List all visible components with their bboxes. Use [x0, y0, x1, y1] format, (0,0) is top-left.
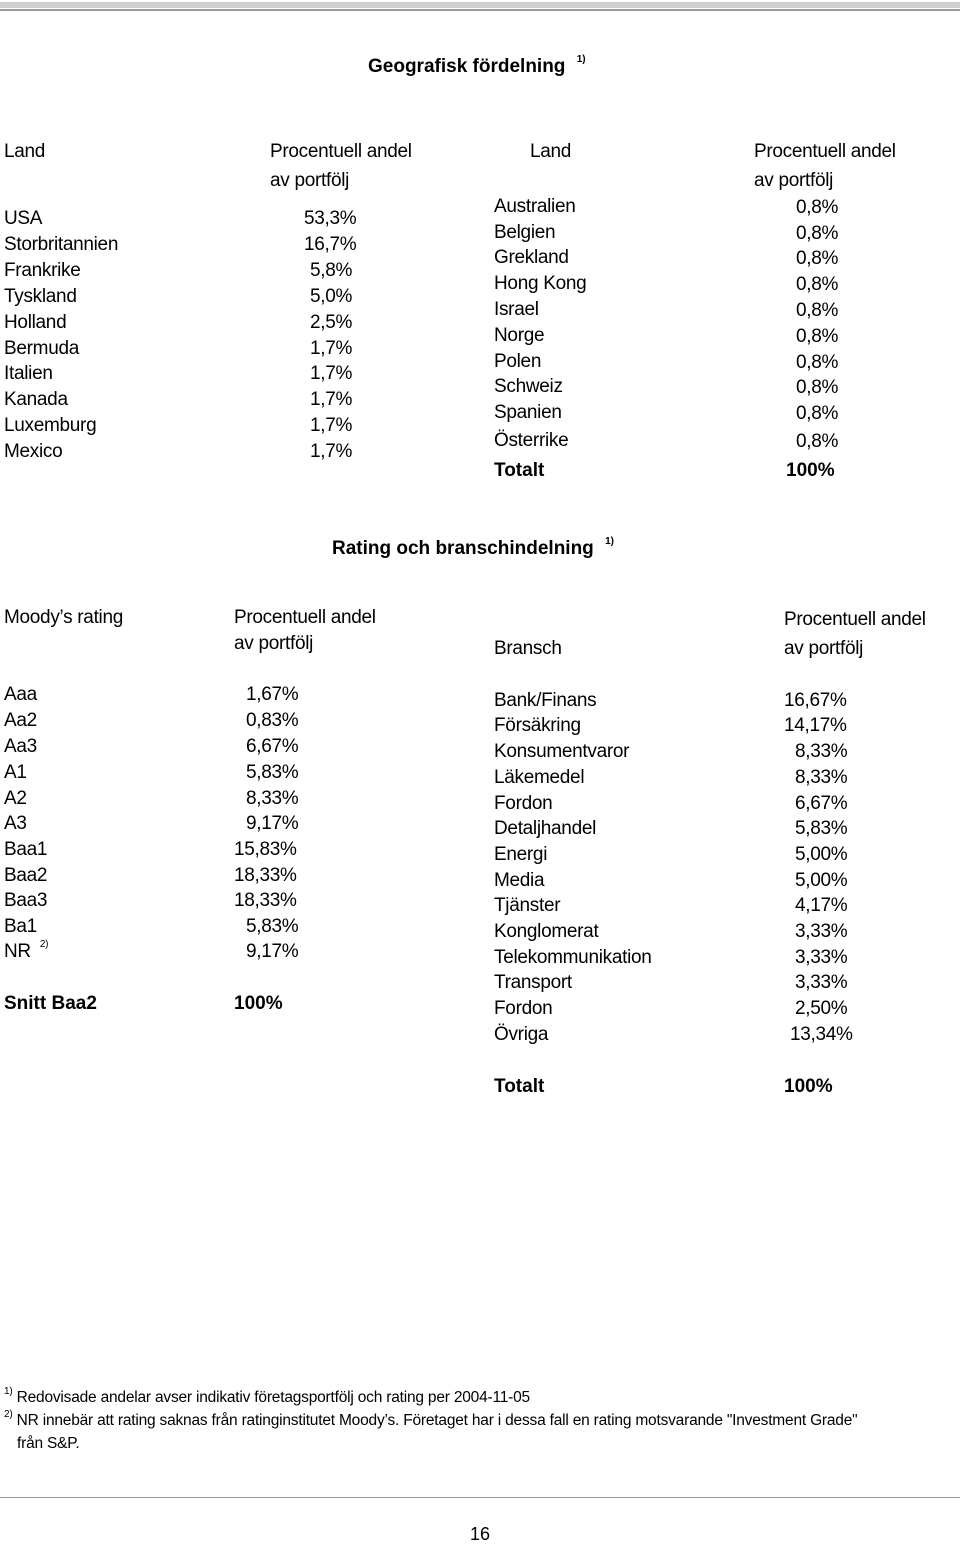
geo-left-pct: 1,7%	[310, 415, 353, 436]
rating-snitt-value: 100%	[234, 993, 283, 1014]
geo-right-land: Norge	[494, 325, 545, 346]
footnote-text: NR innebär att rating saknas från ratinginstitutet Moody’s. Företaget har i dessa fall en rating motsvarande "Investment Grade"	[16, 1412, 858, 1429]
section-title-text: Rating och branschindelning	[332, 538, 594, 559]
geo-right-land: Österrike	[494, 430, 569, 451]
bransch-label: Fordon	[494, 793, 553, 814]
top-border	[0, 0, 960, 14]
geo-right-pct: 0,8%	[796, 431, 839, 452]
geo-right-land: Polen	[494, 351, 542, 372]
bransch-label: Media	[494, 870, 545, 891]
geo-left-land: USA	[4, 208, 43, 229]
geo-left-pct: 1,7%	[310, 363, 353, 384]
geo-right-land: Belgien	[494, 222, 556, 243]
footnote-ref: 2)	[39, 939, 49, 950]
bransch-label: Bank/Finans	[494, 690, 597, 711]
bransch-label: Detaljhandel	[494, 818, 597, 839]
bransch-total-value: 100%	[784, 1076, 833, 1097]
rating-pct: 5,83%	[246, 916, 299, 937]
footnote-2	[4, 1409, 858, 1430]
rating-label: Baa1	[4, 839, 48, 860]
geo-right-header-pct: Procentuell andel	[754, 141, 896, 162]
geo-right-pct: 0,8%	[796, 223, 839, 244]
geo-right-pct: 0,8%	[796, 197, 839, 218]
geo-left-pct: 5,8%	[310, 260, 353, 281]
footnote-2-cont: från S&P.	[17, 1435, 80, 1452]
geo-left-header-pct-sub: av portfölj	[270, 170, 350, 191]
rating-pct: 8,33%	[246, 788, 299, 809]
footnote-ref: 1)	[576, 54, 586, 65]
footer-divider	[0, 1497, 960, 1498]
geo-left-land: Mexico	[4, 441, 63, 462]
rating-label: Ba1	[4, 916, 37, 937]
geo-right-land: Israel	[494, 299, 539, 320]
rating-label: Aaa	[4, 684, 37, 705]
rating-snitt-label: Snitt Baa2	[4, 993, 97, 1014]
rating-pct: 18,33%	[234, 890, 297, 911]
section-title-text: Geografisk fördelning	[368, 56, 566, 77]
geo-left-pct: 2,5%	[310, 312, 353, 333]
geo-left-header-pct: Procentuell andel	[270, 141, 412, 162]
bransch-pct: 5,00%	[795, 844, 848, 865]
rating-pct: 0,83%	[246, 710, 299, 731]
bransch-pct: 8,33%	[795, 741, 848, 762]
rating-label-nr	[4, 941, 48, 963]
geo-right-pct: 0,8%	[796, 248, 839, 269]
geo-right-header-pct-sub: av portfölj	[754, 170, 834, 191]
bransch-pct: 3,33%	[795, 947, 848, 968]
footnote-mark: 1)	[4, 1386, 13, 1397]
geo-left-land: Frankrike	[4, 260, 81, 281]
section-title-rating	[332, 538, 614, 560]
geo-right-land: Grekland	[494, 247, 569, 268]
geo-left-land: Storbritannien	[4, 234, 119, 255]
bransch-label: Fordon	[494, 998, 553, 1019]
bransch-label: Telekommunikation	[494, 947, 652, 968]
bransch-header-bransch: Bransch	[494, 638, 562, 659]
geo-left-pct: 5,0%	[310, 286, 353, 307]
bransch-label: Övriga	[494, 1024, 549, 1045]
bransch-pct: 5,83%	[795, 818, 848, 839]
footnote-mark: 2)	[4, 1409, 13, 1420]
bransch-pct: 4,17%	[795, 895, 848, 916]
rating-pct: 5,83%	[246, 762, 299, 783]
geo-right-pct: 0,8%	[796, 403, 839, 424]
rating-label: Aa2	[4, 710, 37, 731]
rating-header-pct: Procentuell andel	[234, 607, 376, 628]
footnote-text: Redovisade andelar avser indikativ företagsportfölj och rating per 2004-11-05	[16, 1389, 530, 1406]
rating-label: A3	[4, 813, 27, 834]
bransch-pct: 6,67%	[795, 793, 848, 814]
rating-pct: 6,67%	[246, 736, 299, 757]
rating-header-pct-sub: av portfölj	[234, 633, 314, 654]
geo-left-land: Tyskland	[4, 286, 77, 307]
geo-right-pct: 0,8%	[796, 274, 839, 295]
geo-right-land: Australien	[494, 196, 576, 217]
bransch-pct: 3,33%	[795, 921, 848, 942]
bransch-pct: 14,17%	[784, 715, 847, 736]
rating-pct: 1,67%	[246, 684, 299, 705]
section-title-geografisk	[368, 56, 586, 78]
page-number: 16	[469, 1524, 491, 1544]
bransch-label: Transport	[494, 972, 572, 993]
rating-label: NR	[4, 941, 31, 962]
bransch-pct: 3,33%	[795, 972, 848, 993]
geo-left-land: Italien	[4, 363, 53, 384]
bransch-pct: 16,67%	[784, 690, 847, 711]
rating-header-moody: Moody’s rating	[4, 607, 124, 628]
rating-label: A1	[4, 762, 27, 783]
bransch-label: Konsumentvaror	[494, 741, 630, 762]
geo-left-pct: 1,7%	[310, 389, 353, 410]
geo-right-header-land: Land	[530, 141, 572, 162]
geo-left-land: Bermuda	[4, 338, 79, 359]
geo-left-land: Holland	[4, 312, 67, 333]
rating-pct: 9,17%	[246, 813, 299, 834]
geo-left-land: Luxemburg	[4, 415, 97, 436]
rating-pct: 15,83%	[234, 839, 297, 860]
bransch-label: Tjänster	[494, 895, 561, 916]
footnote-ref: 1)	[605, 536, 614, 547]
bransch-label: Energi	[494, 844, 548, 865]
bransch-pct: 5,00%	[795, 870, 848, 891]
geo-left-pct: 1,7%	[310, 338, 353, 359]
geo-total-label: Totalt	[494, 460, 545, 481]
bransch-pct: 2,50%	[795, 998, 848, 1019]
rating-pct: 9,17%	[246, 941, 299, 962]
bransch-label: Försäkring	[494, 715, 581, 736]
footnote-1	[4, 1386, 530, 1407]
geo-right-pct: 0,8%	[796, 326, 839, 347]
rating-label: Aa3	[4, 736, 37, 757]
rating-label: Baa3	[4, 890, 48, 911]
bransch-label: Konglomerat	[494, 921, 599, 942]
geo-right-land: Hong Kong	[494, 273, 587, 294]
bransch-header-pct-sub: av portfölj	[784, 638, 864, 659]
rating-label: A2	[4, 788, 27, 809]
geo-left-header-land: Land	[4, 141, 46, 162]
geo-total-value: 100%	[786, 460, 835, 481]
geo-right-land: Schweiz	[494, 376, 563, 397]
geo-right-land: Spanien	[494, 402, 562, 423]
geo-right-pct: 0,8%	[796, 377, 839, 398]
geo-right-pct: 0,8%	[796, 352, 839, 373]
bransch-header-pct: Procentuell andel	[784, 609, 926, 630]
geo-left-pct: 1,7%	[310, 441, 353, 462]
rating-label: Baa2	[4, 865, 48, 886]
bransch-total-label: Totalt	[494, 1076, 545, 1097]
geo-right-pct: 0,8%	[796, 300, 839, 321]
geo-left-land: Kanada	[4, 389, 68, 410]
geo-left-pct: 53,3%	[304, 208, 357, 229]
bransch-pct: 13,34%	[790, 1024, 853, 1045]
bransch-pct: 8,33%	[795, 767, 848, 788]
rating-pct: 18,33%	[234, 865, 297, 886]
bransch-label: Läkemedel	[494, 767, 585, 788]
geo-left-pct: 16,7%	[304, 234, 357, 255]
